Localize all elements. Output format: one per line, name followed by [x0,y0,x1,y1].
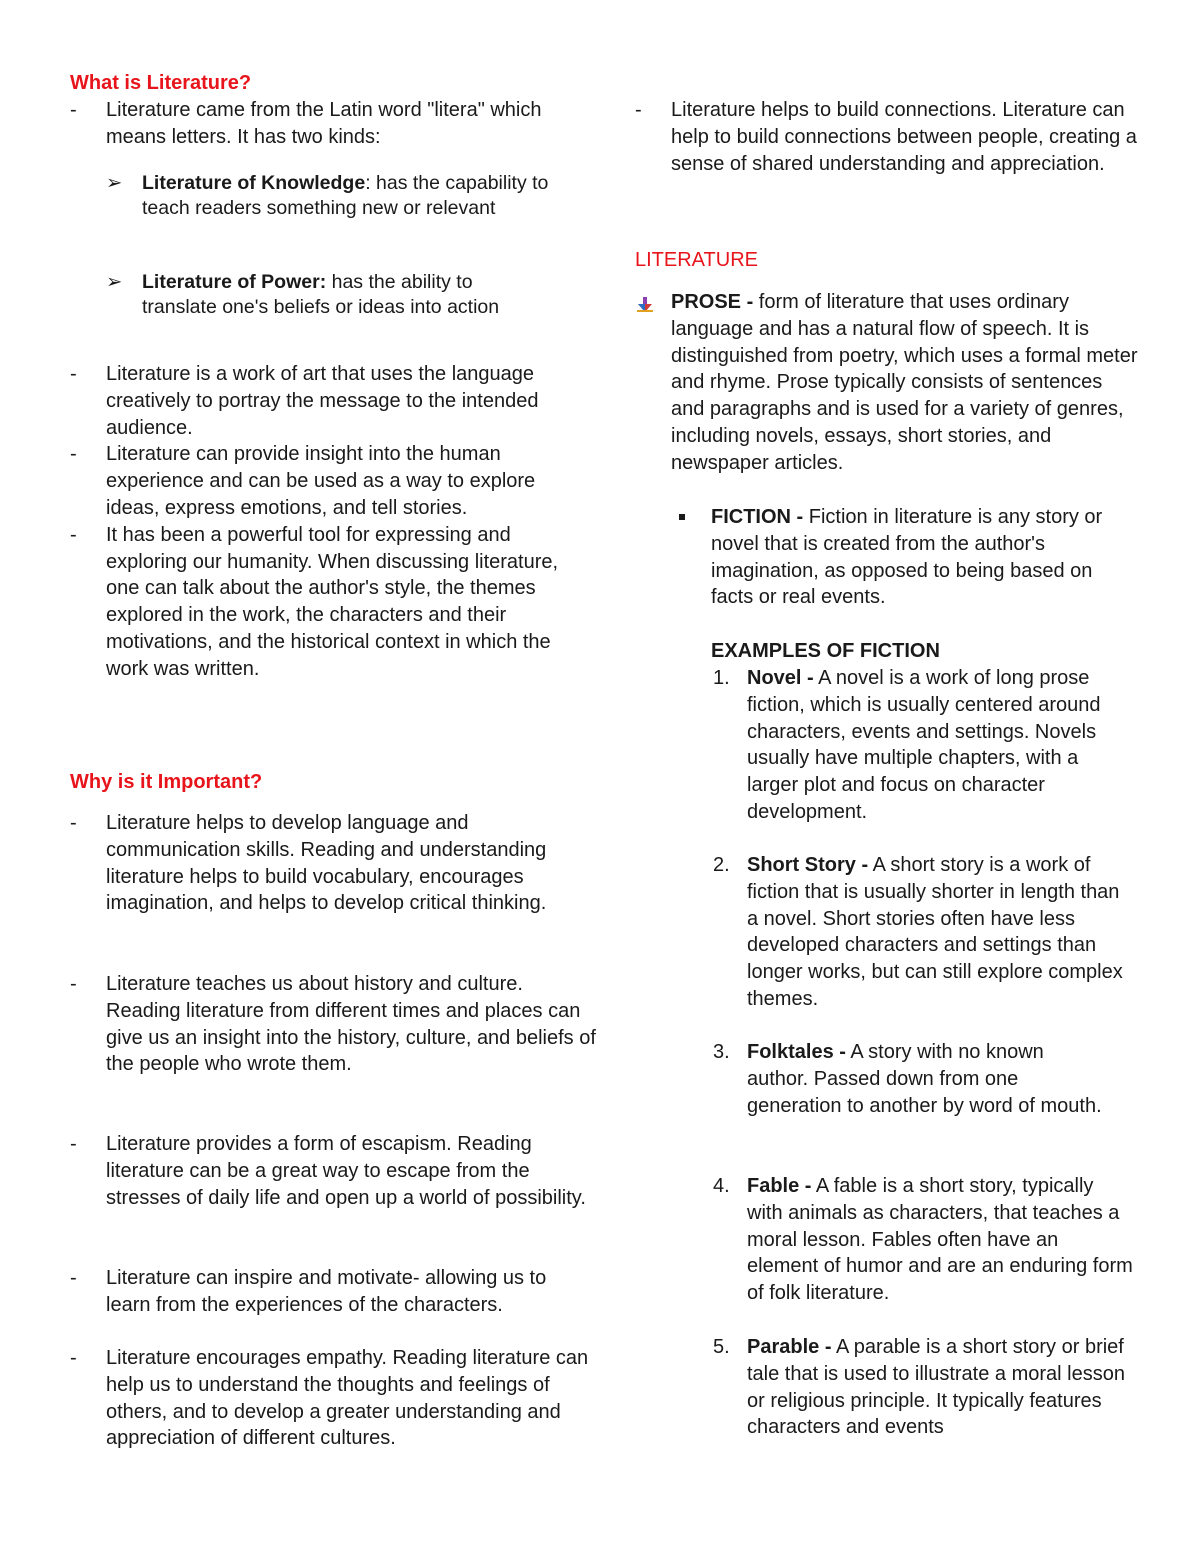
example-term: Novel - [747,667,814,689]
example-number: 3. [713,1041,730,1063]
point-text: Literature can provide insight into the human experience and can be used as a way to explore ideas, express emotions, and tell stories. [106,443,536,519]
dash-marker: - [70,812,77,834]
list-item [70,971,596,1078]
example-item [635,1173,1133,1307]
example-number: 1. [713,667,730,689]
why-point-text: Literature teaches us about history and culture. Reading literature from different times and places can give us an insight into the history, culture, and beliefs of the people who wrote them. [106,973,596,1076]
why-important-heading: Why is it Important? [70,771,263,793]
dash-marker: - [70,1267,77,1289]
list-item [70,522,560,683]
why-point-text: Literature provides a form of escapism. Reading literature can be a great way to escape from the stresses of daily life and open up a world of possibility. [106,1133,586,1209]
prose-item [635,289,1141,477]
example-item [635,1039,1107,1119]
example-term: Folktales - [747,1041,846,1063]
kind-term: Literature of Knowledge [142,172,366,194]
example-number: 4. [713,1175,730,1197]
connections-item [635,97,1156,177]
prose-desc: form of literature that uses ordinary language and has a natural flow of speech. It is distinguished from poetry, which uses a formal meter and rhyme. Prose typically consists of sentences and paragraphs and is used for a variety of genres, including novels, essays, short stories, and newspaper articles. [671,291,1138,474]
intro-item [70,97,576,151]
example-desc: A novel is a work of long prose fiction, which is usually centered around characters, events and settings. Novels usually have multiple chapters, with a larger plot and focus on character development. [747,667,1101,823]
point-text: Literature is a work of art that uses the language creatively to portray the message to the intended audience. [106,363,539,439]
intro-text: Literature came from the Latin word "litera" which means letters. It has two kinds: [106,99,542,148]
example-desc: A short story is a work of fiction that is usually shorter in length than a novel. Short stories often have less developed characters and settings than longer works, but can still explore complex themes. [747,854,1123,1010]
dash-marker: - [70,1347,77,1369]
example-number: 5. [713,1336,730,1358]
example-item [635,852,1133,1013]
literature-heading: LITERATURE [635,249,758,271]
fiction-term: FICTION - [711,506,804,528]
list-item [70,361,560,441]
why-point-text: Literature encourages empathy. Reading literature can help us to understand the thoughts and feelings of others, and to develop a greater understanding and appreciation of different cultures. [106,1347,589,1450]
dash-marker: - [70,523,77,546]
arrow-bullet-icon: ➢ [106,172,123,194]
kind-desc: : has the capability to teach readers something new or relevant [142,172,549,219]
fiction-desc: Fiction in literature is any story or novel that is created from the author's imagination, as opposed to being based on facts or real events. [711,506,1103,609]
dash-marker: - [70,99,77,121]
example-term: Parable - [747,1336,832,1358]
arrow-down-bullet-icon [637,294,653,321]
kind-term: Literature of Power: [142,271,327,293]
dash-marker: - [70,973,77,995]
point-text: It has been a powerful tool for expressing and exploring our humanity. When discussing literature, one can talk about the author's style, the themes explored in the work, the characters and their motivations, and the historical context in which the work was written. [106,523,559,680]
example-number: 2. [713,854,730,876]
example-desc: A fable is a short story, typically with animals as characters, that teaches a moral lesson. Fables often have an element of humor and are an enduring form of folk literature. [747,1175,1133,1305]
literature-points-list [70,361,560,683]
list-item [70,441,560,521]
dash-marker: - [70,443,77,466]
example-desc: A parable is a short story or brief tale that is used to illustrate a moral lesson or religious principle. It typically features characters and events [747,1336,1125,1439]
kind-knowledge [70,171,552,221]
square-bullet-icon [679,514,685,520]
prose-term: PROSE - [671,291,754,313]
dash-marker: - [70,1133,77,1155]
list-item [70,810,596,917]
example-item [635,1334,1133,1441]
why-point-text: Literature can inspire and motivate- allowing us to learn from the experiences of the characters. [106,1267,547,1316]
example-item [635,665,1133,826]
dash-marker: - [635,99,642,121]
example-term: Fable - [747,1175,812,1197]
dash-marker: - [70,363,77,385]
arrow-bullet-icon: ➢ [106,271,123,293]
examples-heading: EXAMPLES OF FICTION [711,640,940,662]
connections-text: Literature helps to build connections. Literature can help to build connections between people, creating a sense of shared understanding and appreciation. [671,99,1137,175]
kind-desc: has the ability to translate one's beliefs or ideas into action [142,271,500,318]
kind-power [70,270,552,320]
what-is-literature-heading: What is Literature? [70,72,252,94]
why-point-text: Literature helps to develop language and communication skills. Reading and understanding literature helps to build vocabulary, encourages imagination, and helps to develop critical thinking. [106,812,547,915]
list-item [70,1345,596,1452]
list-item [70,1265,596,1319]
example-term: Short Story - [747,854,869,876]
example-desc: A story with no known author. Passed down from one generation to another by word of mouth. [747,1041,1102,1117]
fiction-item [635,504,1131,611]
list-item [70,1131,596,1211]
